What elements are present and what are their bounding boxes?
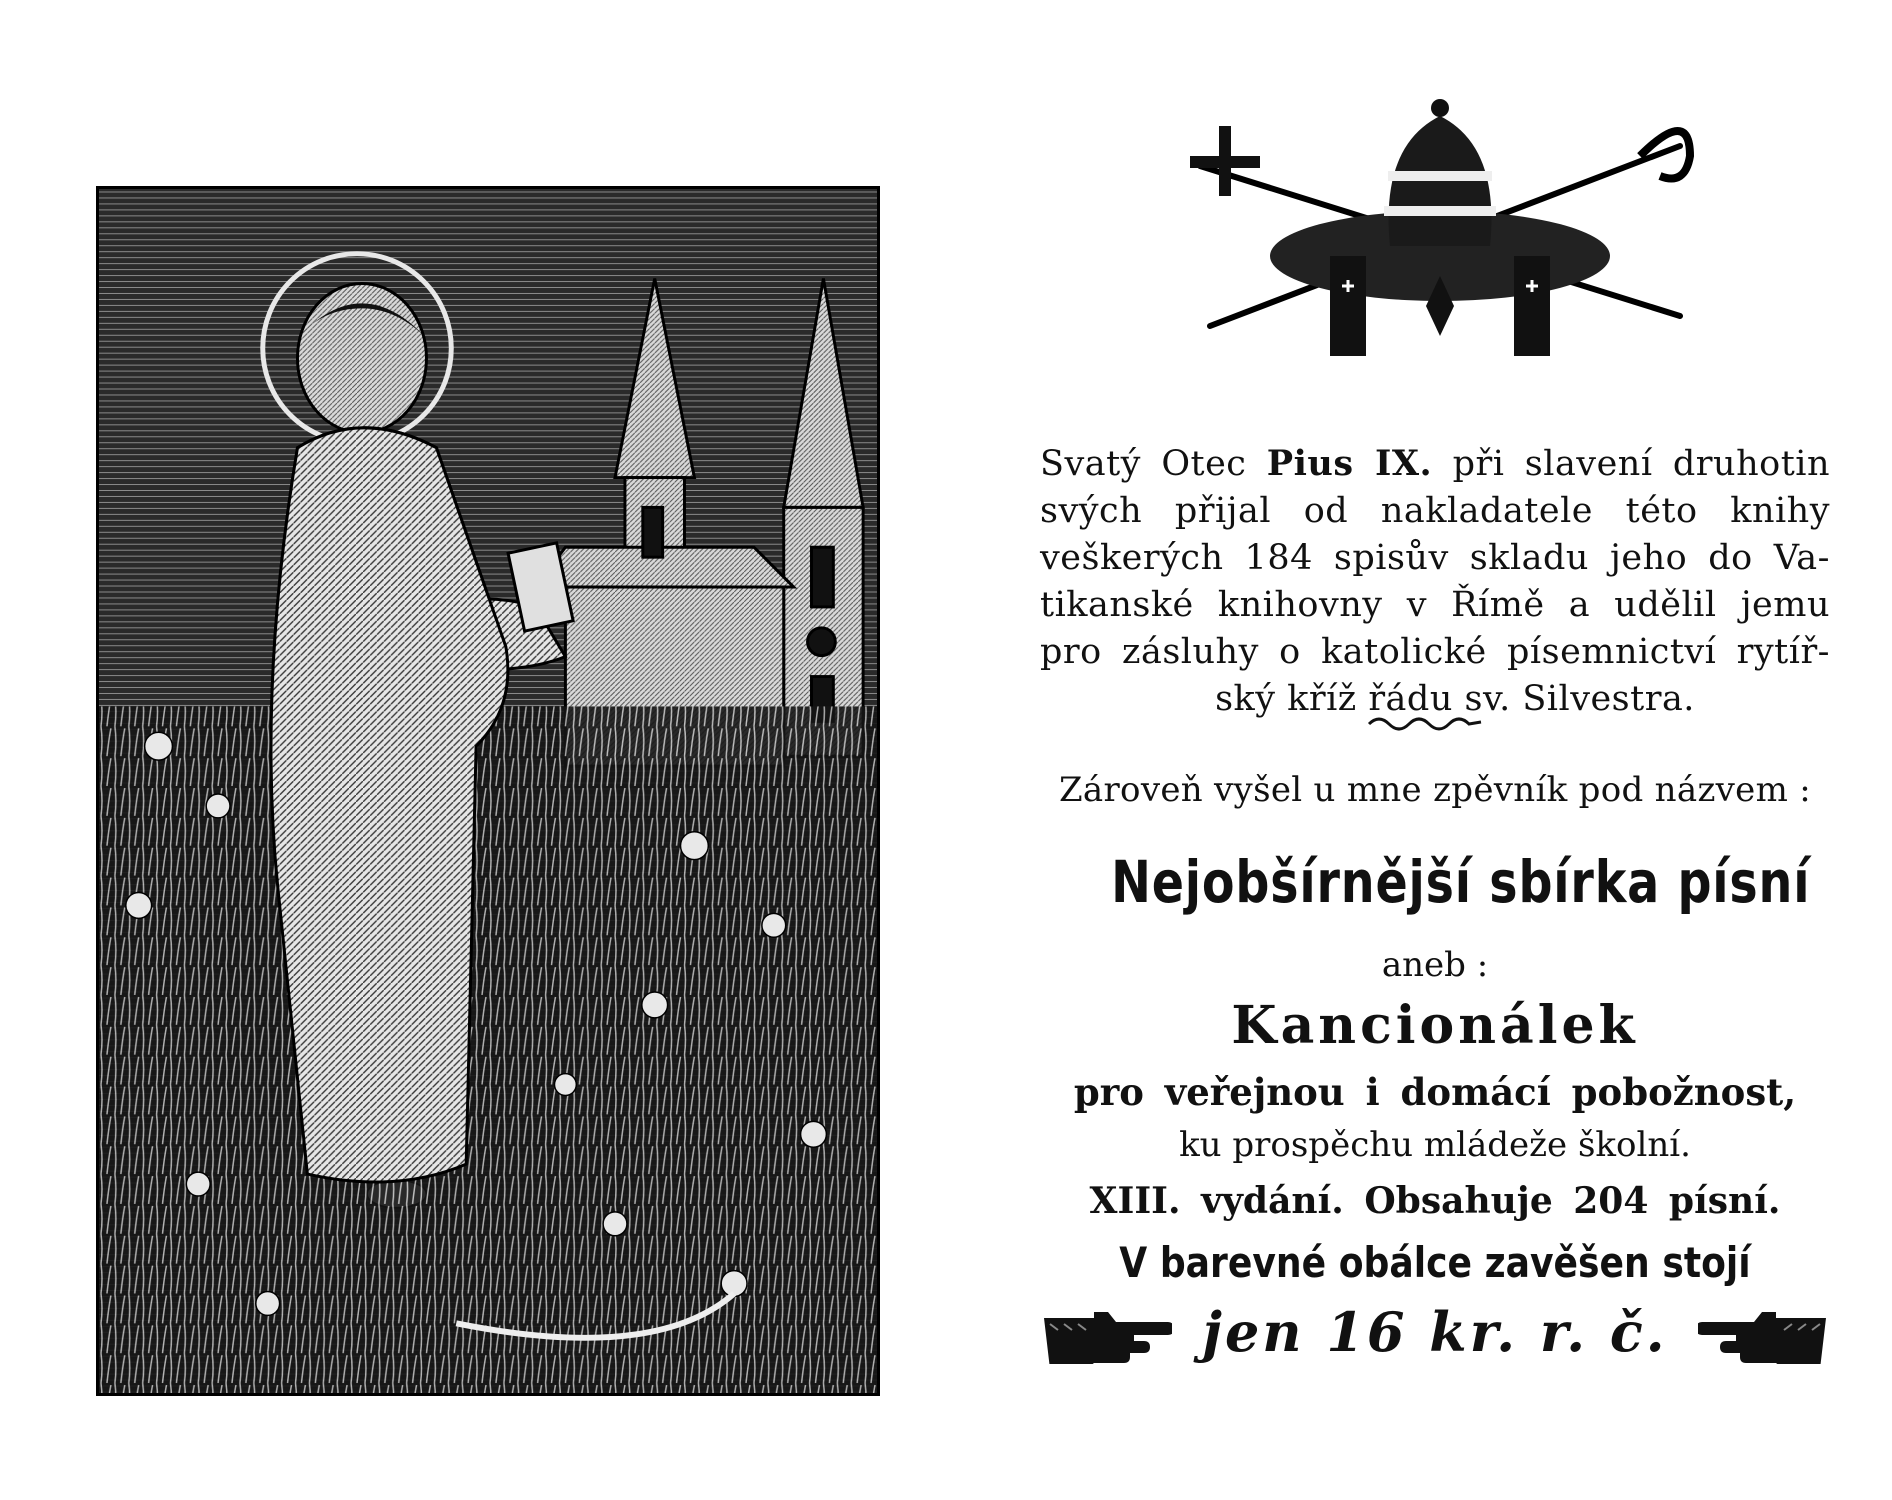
songbook-subtitle: Kancionálek <box>1231 995 1639 1056</box>
notice-line-1: Svatý Otec Pius IX. při slavení druhotin <box>1040 443 1830 484</box>
description-line-1: pro veřejnou i domácí pobožnost, <box>1073 1070 1797 1114</box>
or-connector: aneb : <box>1381 945 1489 985</box>
papal-tiara-keys-emblem-icon <box>1170 86 1710 386</box>
notice-line-6: ský kříž řádu sv. Silvestra. <box>1215 679 1695 719</box>
songbook-title: Nejobšírnější sbírka písní <box>1111 848 1811 916</box>
notice-line-2: svých přijal od nakladatele této knihy <box>1040 491 1830 531</box>
edition-info: XIII. vydání. Obsahuje 204 písní. <box>1089 1180 1781 1222</box>
notice-line-3: veškerých 184 spisův skladu jeho do Va- <box>1040 538 1830 578</box>
pointing-hand-icon <box>1040 1308 1172 1364</box>
price-note: V barevné obálce zavěšen stojí <box>1119 1238 1751 1287</box>
intro-text: Zároveň vyšel u mne zpěvník pod názvem : <box>1059 770 1811 810</box>
notice-line-5: pro zásluhy o katolické písemnictví rytíř- <box>1040 632 1830 672</box>
papal-honor-notice <box>1040 440 1830 723</box>
price-row <box>1040 1300 1830 1380</box>
saint-engraving-illustration <box>96 186 880 1396</box>
pointing-hand-icon <box>1698 1308 1830 1364</box>
notice-line-4: tikanské knihovny v Římě a udělil jemu <box>1040 585 1830 625</box>
price-text: jen 16 kr. r. č. <box>1202 1300 1668 1364</box>
description-line-2: ku prospěchu mládeže školní. <box>1179 1125 1691 1165</box>
swash-divider <box>1365 710 1485 734</box>
pope-name: Pius IX. <box>1266 443 1433 484</box>
